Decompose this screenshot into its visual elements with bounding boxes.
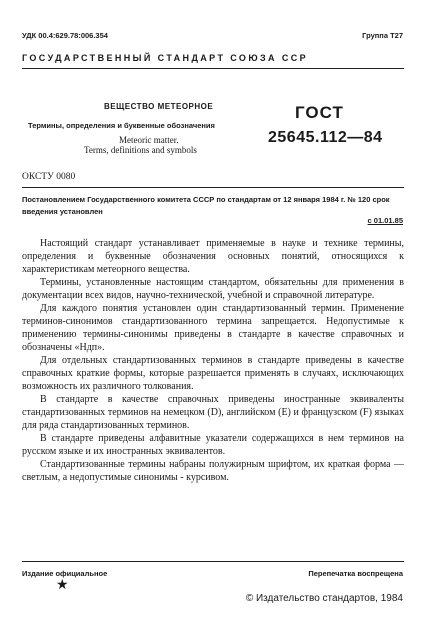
title-russian: ВЕЩЕСТВО МЕТЕОРНОЕ: [104, 102, 214, 111]
bottom-divider: [22, 561, 404, 562]
paragraph: В стандарте в качестве справочных приведены иностранные эквиваленты стандартизованных терминов на немецком (D), английском (E) и французском (F) языках для ряда стандартизованных терминов.: [22, 394, 404, 431]
paragraph: Стандартизованные термины набраны полужирным шрифтом, их краткая форма — светлым, а недопустимые синонимы - курсивом.: [22, 459, 404, 483]
paragraph: Термины, установленные настоящим стандартом, обязательны для применения в документации всех видов, научно-технической, учебной и справочной литературе.: [22, 277, 404, 301]
paragraph: Для отдельных стандартизованных терминов в стандарте приведены в качестве справочных краткие формы, которые разрешается применять в случаях, исключающих возможность их различного толкования.: [22, 355, 404, 392]
title-english-line2: Terms, definitions and symbols: [84, 145, 197, 155]
top-divider: [22, 68, 404, 69]
body-text: [22, 237, 404, 484]
edition-label: Издание официальное: [22, 569, 108, 578]
paragraph: Для каждого понятия установлен один стандартизованный термин. Применение терминов-синонимов стандартизованного термина запрещается. Недопустимые к применению термины-синонимы приведены в стандарте в качестве справочных и обозначены «Ндп».: [22, 303, 404, 353]
subtitle-russian: Термины, определения и буквенные обозначения: [28, 121, 215, 130]
middle-divider: [22, 187, 404, 188]
copyright-notice: © Издательство стандартов, 1984: [245, 593, 403, 604]
title-english-line1: Meteoric matter.: [119, 135, 179, 145]
resolution-text: Постановлением Государственного комитета СССР по стандартам от 12 января 1984 г. № 120 срок введения установлен: [22, 195, 390, 216]
reprint-notice: Перепечатка воспрещена: [308, 569, 403, 578]
star-icon: ★: [56, 578, 69, 593]
gost-number: 25645.112—84: [268, 129, 383, 146]
okstu-code: ОКСТУ 0080: [22, 172, 76, 182]
paragraph: Настоящий стандарт устанавливает применяемые в науке и технике термины, определения и буквенные обозначения основных понятий, относящихся к характеристикам метеорного вещества.: [22, 238, 404, 275]
effective-date: с 01.01.85: [367, 216, 403, 225]
group-code: Группа Т27: [362, 31, 403, 40]
standard-header: ГОСУДАРСТВЕННЫЙ СТАНДАРТ СОЮЗА ССР: [22, 53, 309, 63]
paragraph: В стандарте приведены алфавитные указатели содержащихся в нем терминов на русском языке и их иностранных эквивалентов.: [22, 433, 404, 457]
gost-label: ГОСТ: [295, 103, 344, 122]
udk-code: УДК 00.4:629.78:006.354: [22, 31, 108, 40]
